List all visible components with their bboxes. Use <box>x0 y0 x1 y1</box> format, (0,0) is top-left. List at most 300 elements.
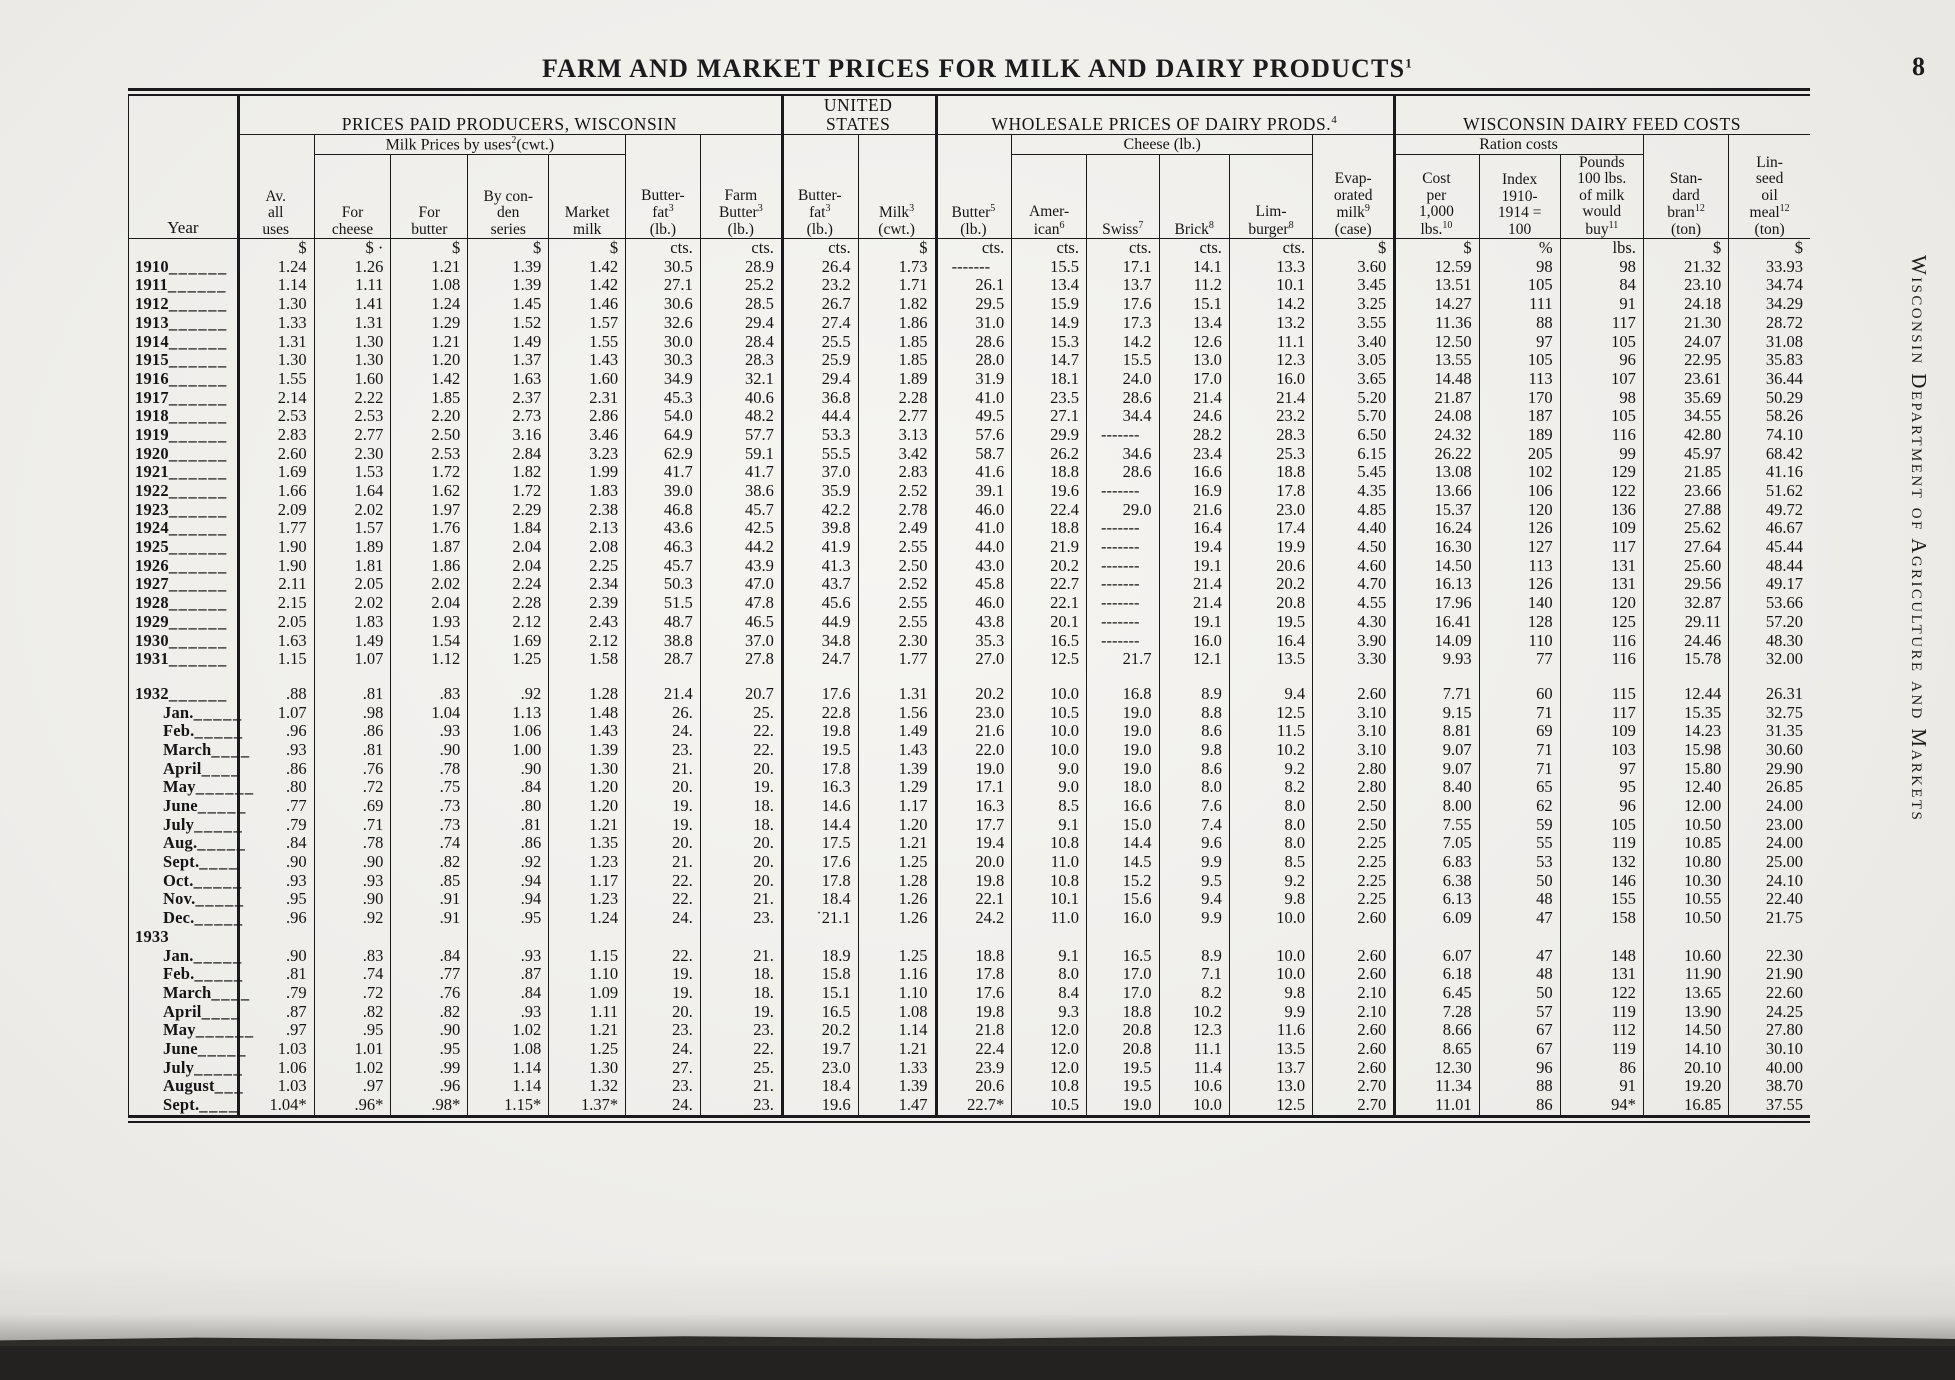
cell-limburger: 13.5 <box>1229 650 1312 669</box>
cell-index: 111 <box>1479 295 1560 314</box>
cell-by-condenseries: .90 <box>468 760 549 779</box>
cell-limburger: 21.4 <box>1229 388 1312 407</box>
cell-index: 71 <box>1479 703 1560 722</box>
cell-by-condenseries: 1.25 <box>468 650 549 669</box>
cell-for-butter: 1.21 <box>391 258 468 277</box>
table-row <box>129 1002 1811 1021</box>
row-label-leader: _____ <box>194 814 244 834</box>
cell-for-cheese: 1.11 <box>314 276 391 295</box>
cell-farm-butter: 21. <box>700 1077 781 1096</box>
row-label-leader: ______ <box>168 387 228 407</box>
col-header-line: fat$^3$ <box>652 202 674 222</box>
cell-butter: 21.6 <box>935 722 1012 741</box>
col-header-line: dard <box>1672 186 1700 204</box>
cell-limburger: 8.0 <box>1229 797 1312 816</box>
cell-for-butter: 1.54 <box>391 631 468 650</box>
cell-market-milk: 1.99 <box>549 463 626 482</box>
page-title-text: FARM AND MARKET PRICES FOR MILK AND DAIRY PRODUCTS <box>542 54 1406 83</box>
cell-limburger: 12.5 <box>1229 1096 1312 1115</box>
cell-wi-butterfat: 46.3 <box>626 538 701 557</box>
cell-by-condenseries: 1.82 <box>468 463 549 482</box>
row-label-leader: ____ <box>201 1001 241 1021</box>
subgroup-header-row <box>129 134 1811 154</box>
cell-butter: 19.4 <box>935 834 1012 853</box>
cell-bran: 23.10 <box>1643 276 1728 295</box>
cell-wi-butterfat <box>626 928 701 947</box>
table-row-spacer <box>129 669 1811 685</box>
cell-wi-butterfat: 30.0 <box>626 332 701 351</box>
cell-index: 88 <box>1479 1077 1560 1096</box>
cell-evaporated: 4.30 <box>1313 613 1394 632</box>
cell-brick: 9.5 <box>1159 872 1229 891</box>
cell-evaporated: 2.60 <box>1313 909 1394 928</box>
cell-index: 50 <box>1479 872 1560 891</box>
cell-pounds-buy: 116 <box>1560 650 1643 669</box>
row-label: Sept.____ <box>129 853 238 872</box>
row-label-leader: _____ <box>194 908 244 928</box>
cell-index: 113 <box>1479 370 1560 389</box>
cell-swiss <box>1086 538 1159 557</box>
cell-index <box>1479 928 1560 947</box>
cell-for-cheese: .90 <box>314 890 391 909</box>
cell-av-all-uses: .86 <box>237 760 314 779</box>
cell-wi-butterfat: 30.5 <box>626 258 701 277</box>
cell-cost-per-1000: 13.66 <box>1394 482 1479 501</box>
cell-evaporated: 2.25 <box>1313 853 1394 872</box>
table-row <box>129 631 1811 650</box>
cell-pounds-buy: 122 <box>1560 482 1643 501</box>
cell-evaporated: 4.35 <box>1313 482 1394 501</box>
cell-linseed: 50.29 <box>1729 388 1810 407</box>
subgroup-spacer-evaporated <box>1313 134 1394 154</box>
table-row <box>129 1040 1811 1059</box>
cell-by-condenseries: 1.39 <box>468 276 549 295</box>
cell-wi-butterfat: 54.0 <box>626 407 701 426</box>
cell-american: 10.0 <box>1012 722 1087 741</box>
cell-pounds-buy: 115 <box>1560 685 1643 704</box>
unit-cell-brick: cts. <box>1159 238 1229 257</box>
cell-brick: 9.4 <box>1159 890 1229 909</box>
cell-market-milk: 2.08 <box>549 538 626 557</box>
cell-av-all-uses: 2.14 <box>237 388 314 407</box>
cell-index: 102 <box>1479 463 1560 482</box>
cell-butter: 23.9 <box>935 1059 1012 1078</box>
col-header-line: milk$^9$ <box>1336 202 1370 222</box>
cell-us-butterfat: 22.8 <box>781 703 858 722</box>
cell-pounds-buy: 94* <box>1560 1096 1643 1115</box>
group-header-row <box>129 96 1811 134</box>
cell-linseed: 30.10 <box>1729 1040 1810 1059</box>
table-row <box>129 370 1811 389</box>
subgroup-header-cheese: Cheese (lb.) <box>1012 134 1313 154</box>
cell-swiss: 14.5 <box>1086 853 1159 872</box>
cell-linseed: 36.44 <box>1729 370 1810 389</box>
cell-index: 48 <box>1479 890 1560 909</box>
cell-swiss <box>1086 631 1159 650</box>
row-label: August___ <box>129 1077 238 1096</box>
table-row <box>129 928 1811 947</box>
cell-us-butterfat: 15.8 <box>781 965 858 984</box>
cell-cost-per-1000: 12.50 <box>1394 332 1479 351</box>
cell-us-milk: 1.14 <box>858 1021 935 1040</box>
cell-wi-butterfat: 46.8 <box>626 501 701 520</box>
cell-market-milk: 2.43 <box>549 613 626 632</box>
cell-pounds-buy: 116 <box>1560 426 1643 445</box>
cell-wi-butterfat: 19. <box>626 797 701 816</box>
cell-us-milk: 1.31 <box>858 685 935 704</box>
cell-us-butterfat: 17.5 <box>781 834 858 853</box>
cell-wi-butterfat: 22. <box>626 872 701 891</box>
cell-pounds-buy: 155 <box>1560 890 1643 909</box>
col-header-line: Milk$^3$ <box>879 202 915 222</box>
col-header-line: Swiss$^7$ <box>1102 219 1144 238</box>
col-header-line: Butter$^3$ <box>718 202 763 222</box>
cell-market-milk: 2.86 <box>549 407 626 426</box>
col-header-line: Butter- <box>797 186 842 204</box>
cell-butter: 45.8 <box>935 575 1012 594</box>
unit-cell-us-butterfat: cts. <box>781 238 858 257</box>
cell-evaporated: 2.25 <box>1313 872 1394 891</box>
cell-farm-butter: 29.4 <box>700 314 781 333</box>
cell-swiss: 34.4 <box>1086 407 1159 426</box>
cell-us-milk: 2.50 <box>858 557 935 576</box>
cell-us-milk <box>858 928 935 947</box>
cell-brick <box>1159 928 1229 947</box>
cell-evaporated: 5.70 <box>1313 407 1394 426</box>
cell-av-all-uses: 1.24 <box>237 258 314 277</box>
cell-us-milk: 1.56 <box>858 703 935 722</box>
cell-wi-butterfat: 21. <box>626 760 701 779</box>
col-header-line: Evap- <box>1334 170 1372 188</box>
subgroup-spacer-farmbutter <box>700 134 781 154</box>
cell-evaporated: 3.10 <box>1313 722 1394 741</box>
cell-us-butterfat: 16.3 <box>781 778 858 797</box>
unit-cell-year <box>129 238 238 257</box>
cell-limburger: 10.1 <box>1229 276 1312 295</box>
cell-butter: 17.6 <box>935 984 1012 1003</box>
cell-market-milk: 1.43 <box>549 722 626 741</box>
cell-swiss: 17.1 <box>1086 258 1159 277</box>
row-label: 1932______ <box>129 685 238 704</box>
cell-av-all-uses: .96 <box>237 722 314 741</box>
col-header-line: (cwt.) <box>878 220 915 238</box>
cell-index: 77 <box>1479 650 1560 669</box>
cell-index: 106 <box>1479 482 1560 501</box>
cell-evaporated: 2.70 <box>1313 1077 1394 1096</box>
cell-empty-dash: ------- <box>1101 630 1140 650</box>
cell-butter: 21.8 <box>935 1021 1012 1040</box>
cell-american: 14.7 <box>1012 351 1087 370</box>
cell-limburger: 9.2 <box>1229 872 1312 891</box>
unit-cell-pounds-buy: lbs. <box>1560 238 1643 257</box>
cell-butter: 27.0 <box>935 650 1012 669</box>
cell-us-butterfat: 27.4 <box>781 314 858 333</box>
cell-av-all-uses: 1.14 <box>237 276 314 295</box>
cell-swiss: 17.3 <box>1086 314 1159 333</box>
col-header-line: By con- <box>483 187 533 205</box>
cell-us-milk: 2.83 <box>858 463 935 482</box>
col-header-line: butter <box>411 220 448 238</box>
cell-av-all-uses <box>237 928 314 947</box>
col-header-line: Butter- <box>641 186 685 204</box>
cell-butter: 41.6 <box>935 463 1012 482</box>
cell-for-cheese: 1.01 <box>314 1040 391 1059</box>
unit-cell-for-cheese: $ · <box>314 238 391 257</box>
row-label-leader: ______ <box>168 406 228 426</box>
wholesale-footnote-marker: 4 <box>1331 114 1338 127</box>
row-label-leader: ______ <box>168 462 228 482</box>
cell-brick: 12.1 <box>1159 650 1229 669</box>
cell-for-butter: .73 <box>391 797 468 816</box>
cell-us-butterfat: 18.4 <box>781 890 858 909</box>
cell-american: 9.1 <box>1012 946 1087 965</box>
cell-limburger: 19.9 <box>1229 538 1312 557</box>
cell-cost-per-1000: 8.66 <box>1394 1021 1479 1040</box>
cell-linseed: 57.20 <box>1729 613 1810 632</box>
cell-by-condenseries: .94 <box>468 872 549 891</box>
cell-butter: 41.0 <box>935 519 1012 538</box>
cell-market-milk: 1.37* <box>549 1096 626 1115</box>
cell-farm-butter: 45.7 <box>700 501 781 520</box>
cell-index: 53 <box>1479 853 1560 872</box>
group-header-united-states-line2: STATES <box>825 113 891 134</box>
row-label: Feb._____ <box>129 965 238 984</box>
cell-bran: 10.50 <box>1643 909 1728 928</box>
cell-linseed: 32.75 <box>1729 703 1810 722</box>
cell-cost-per-1000: 26.22 <box>1394 445 1479 464</box>
unit-cell-evaporated: $ <box>1313 238 1394 257</box>
cell-us-butterfat: 18.4 <box>781 1077 858 1096</box>
col-header-line: bran$^{12}$ <box>1667 202 1705 222</box>
cell-linseed: 31.08 <box>1729 332 1810 351</box>
cell-us-milk: 2.52 <box>858 575 935 594</box>
cell-american: 11.0 <box>1012 909 1087 928</box>
cell-farm-butter: 20. <box>700 853 781 872</box>
cell-av-all-uses: .90 <box>237 946 314 965</box>
cell-for-butter: 1.62 <box>391 482 468 501</box>
cell-linseed: 49.17 <box>1729 575 1810 594</box>
col-header-line: (lb.) <box>806 220 833 238</box>
cell-wi-butterfat: 30.6 <box>626 295 701 314</box>
cell-for-butter: 2.20 <box>391 407 468 426</box>
cell-farm-butter: 40.6 <box>700 388 781 407</box>
cell-index: 113 <box>1479 557 1560 576</box>
col-header-line: Farm <box>724 186 758 204</box>
cell-limburger: 14.2 <box>1229 295 1312 314</box>
row-label-leader: _____ <box>195 889 245 909</box>
milk-prices-unit: (cwt.) <box>516 136 555 154</box>
cell-linseed: 74.10 <box>1729 426 1810 445</box>
cell-market-milk: 1.23 <box>549 853 626 872</box>
cell-brick: 8.6 <box>1159 722 1229 741</box>
cell-us-butterfat: 26.7 <box>781 295 858 314</box>
cell-american <box>1012 928 1087 947</box>
cell-cost-per-1000: 21.87 <box>1394 388 1479 407</box>
cell-evaporated: 4.70 <box>1313 575 1394 594</box>
cell-farm-butter: 28.5 <box>700 295 781 314</box>
cell-evaporated <box>1313 928 1394 947</box>
subgroup-header-ration-costs: Ration costs <box>1394 134 1644 154</box>
col-header-cost-per-1000 <box>1394 154 1479 238</box>
cell-index: 98 <box>1479 258 1560 277</box>
cell-bran: 10.30 <box>1643 872 1728 891</box>
cell-american: 18.8 <box>1012 519 1087 538</box>
cell-american: 10.0 <box>1012 741 1087 760</box>
cell-us-milk: 2.55 <box>858 594 935 613</box>
cell-market-milk: 1.10 <box>549 965 626 984</box>
cell-av-all-uses: 2.83 <box>237 426 314 445</box>
statistics-table <box>128 96 1810 1115</box>
cell-farm-butter: 21. <box>700 890 781 909</box>
cell-evaporated: 2.80 <box>1313 778 1394 797</box>
table-row <box>129 741 1811 760</box>
cell-by-condenseries: 1.69 <box>468 631 549 650</box>
row-label: 1933 <box>129 928 238 947</box>
cell-av-all-uses: 1.15 <box>237 650 314 669</box>
cell-bran: 23.61 <box>1643 370 1728 389</box>
subgroup-spacer-av <box>237 134 314 154</box>
row-label-leader: _____ <box>197 796 247 815</box>
cell-brick: 11.2 <box>1159 276 1229 295</box>
row-label: 1930______ <box>129 631 238 650</box>
cell-farm-butter: 48.2 <box>700 407 781 426</box>
cell-american: 10.5 <box>1012 703 1087 722</box>
table-row <box>129 778 1811 797</box>
cell-us-milk: 1.25 <box>858 853 935 872</box>
row-label: 1921______ <box>129 463 238 482</box>
cell-evaporated: 3.55 <box>1313 314 1394 333</box>
table-row <box>129 965 1811 984</box>
cell-cost-per-1000: 16.13 <box>1394 575 1479 594</box>
cell-swiss: 28.6 <box>1086 463 1159 482</box>
cell-limburger: 8.2 <box>1229 778 1312 797</box>
cell-market-milk: 2.12 <box>549 631 626 650</box>
cell-american: 20.1 <box>1012 613 1087 632</box>
row-label: 1926______ <box>129 557 238 576</box>
cell-for-butter: 1.72 <box>391 463 468 482</box>
cell-by-condenseries: 2.37 <box>468 388 549 407</box>
cell-limburger: 8.0 <box>1229 834 1312 853</box>
cell-linseed: 33.93 <box>1729 258 1810 277</box>
cell-bran <box>1643 928 1728 947</box>
cell-bran: 21.30 <box>1643 314 1728 333</box>
table-row <box>129 797 1811 816</box>
cell-by-condenseries: .80 <box>468 797 549 816</box>
row-label-leader: ______ <box>168 518 228 538</box>
cell-farm-butter: 19. <box>700 1002 781 1021</box>
row-label: Aug._____ <box>129 834 238 853</box>
col-header-line: orated <box>1333 186 1373 204</box>
cell-for-cheese: .83 <box>314 946 391 965</box>
row-label-leader: ______ <box>168 683 228 703</box>
cell-farm-butter: 21. <box>700 946 781 965</box>
page-number: 8 <box>1912 52 1925 81</box>
cell-pounds-buy: 109 <box>1560 722 1643 741</box>
cell-by-condenseries: 3.16 <box>468 426 549 445</box>
cell-swiss <box>1086 519 1159 538</box>
cell-farm-butter: 20. <box>700 872 781 891</box>
cell-limburger: 12.5 <box>1229 703 1312 722</box>
cell-bran: 25.60 <box>1643 557 1728 576</box>
cell-brick: 13.0 <box>1159 351 1229 370</box>
cell-wi-butterfat: 23. <box>626 1021 701 1040</box>
cell-cost-per-1000: 6.38 <box>1394 872 1479 891</box>
row-label: July_____ <box>129 1059 238 1078</box>
cell-swiss: 17.0 <box>1086 965 1159 984</box>
cell-linseed: 35.83 <box>1729 351 1810 370</box>
cell-linseed: 32.00 <box>1729 650 1810 669</box>
row-label: April____ <box>129 1002 238 1021</box>
cell-av-all-uses: 1.06 <box>237 1059 314 1078</box>
cell-market-milk: 3.46 <box>549 426 626 445</box>
cell-us-butterfat: 14.6 <box>781 797 858 816</box>
row-label-leader: ______ <box>168 574 228 594</box>
cell-brick: 8.2 <box>1159 984 1229 1003</box>
table-top-rule <box>128 88 1810 96</box>
cell-butter: 43.0 <box>935 557 1012 576</box>
cell-american: 12.5 <box>1012 650 1087 669</box>
cell-farm-butter: 18. <box>700 797 781 816</box>
cell-wi-butterfat: 28.7 <box>626 650 701 669</box>
cell-evaporated: 3.10 <box>1313 741 1394 760</box>
col-header-line: ican$^6$ <box>1033 219 1065 238</box>
cell-farm-butter: 37.0 <box>700 631 781 650</box>
col-header-line: Brick$^8$ <box>1174 219 1214 238</box>
cell-farm-butter: 25.2 <box>700 276 781 295</box>
col-header-line: (ton) <box>1670 220 1702 238</box>
cell-limburger: 13.2 <box>1229 314 1312 333</box>
table-row <box>129 426 1811 445</box>
cell-linseed: 41.16 <box>1729 463 1810 482</box>
cell-brick: 19.1 <box>1159 613 1229 632</box>
cell-us-milk: 2.49 <box>858 519 935 538</box>
cell-us-butterfat: 18.9 <box>781 946 858 965</box>
cell-evaporated: 6.15 <box>1313 445 1394 464</box>
cell-evaporated: 3.45 <box>1313 276 1394 295</box>
cell-by-condenseries: 1.84 <box>468 519 549 538</box>
cell-linseed: 21.90 <box>1729 965 1810 984</box>
cell-limburger: 10.0 <box>1229 909 1312 928</box>
cell-swiss <box>1086 482 1159 501</box>
col-header-bran <box>1643 154 1728 238</box>
cell-brick: 11.4 <box>1159 1059 1229 1078</box>
row-label: 1913______ <box>129 314 238 333</box>
row-label-leader: ______ <box>168 312 228 332</box>
cell-butter: 46.0 <box>935 501 1012 520</box>
cell-butter: 26.1 <box>935 276 1012 295</box>
row-label-leader: ______ <box>168 443 228 463</box>
cell-swiss: 19.0 <box>1086 703 1159 722</box>
cell-limburger: 17.8 <box>1229 482 1312 501</box>
cell-evaporated: 4.85 <box>1313 501 1394 520</box>
cell-for-butter: 1.97 <box>391 501 468 520</box>
table-row <box>129 351 1811 370</box>
cell-us-butterfat: 35.9 <box>781 482 858 501</box>
cell-swiss: 19.0 <box>1086 760 1159 779</box>
cell-market-milk: 1.57 <box>549 314 626 333</box>
cell-limburger: 13.5 <box>1229 1040 1312 1059</box>
cell-cost-per-1000: 6.09 <box>1394 909 1479 928</box>
cell-american: 22.4 <box>1012 501 1087 520</box>
cell-linseed: 34.29 <box>1729 295 1810 314</box>
cell-us-milk: 2.55 <box>858 613 935 632</box>
col-header-line: Index <box>1501 171 1538 189</box>
cell-american: 15.3 <box>1012 332 1087 351</box>
cell-farm-butter: 47.0 <box>700 575 781 594</box>
cell-av-all-uses: .77 <box>237 797 314 816</box>
cell-pounds-buy: 98 <box>1560 388 1643 407</box>
cell-swiss: 15.6 <box>1086 890 1159 909</box>
